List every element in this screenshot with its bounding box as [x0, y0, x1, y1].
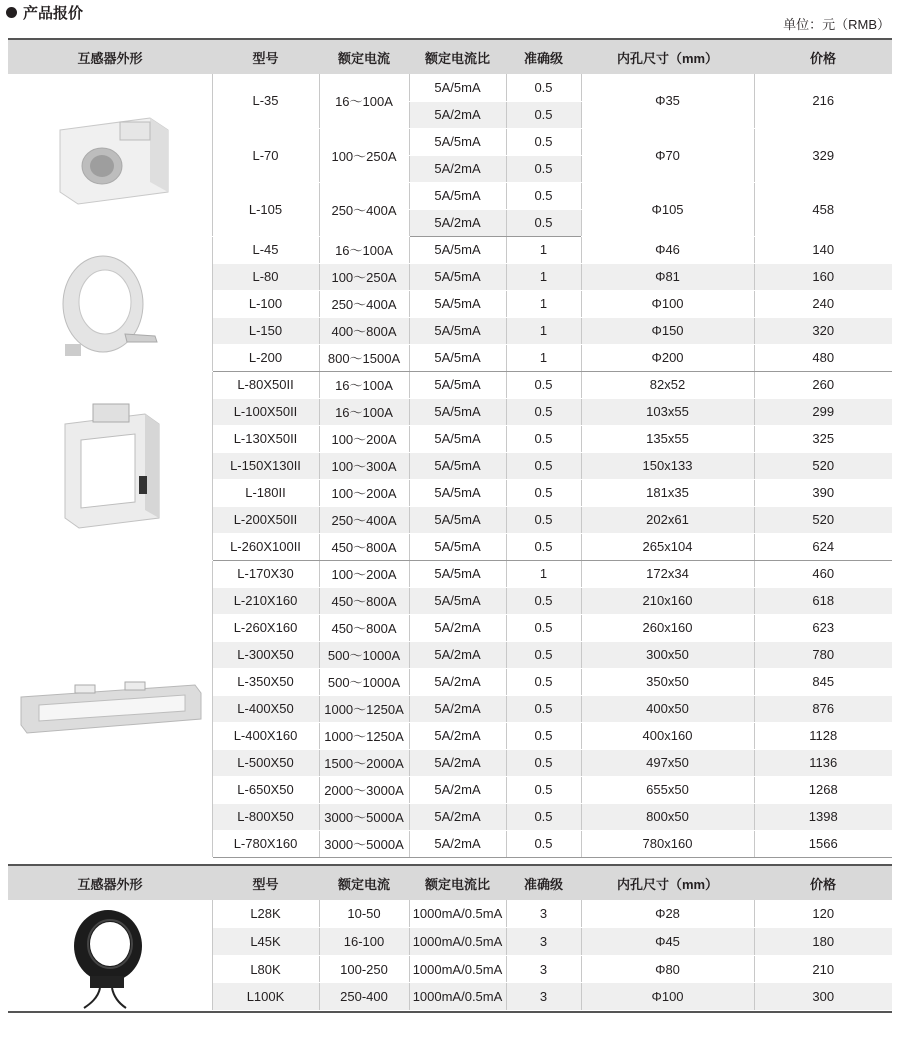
- accuracy-cell: 0.5: [506, 101, 581, 128]
- current-cell: 250～400A: [319, 290, 409, 317]
- current-cell: 400～800A: [319, 317, 409, 344]
- hole-cell: 300x50: [581, 641, 754, 668]
- accuracy-cell: 0.5: [506, 641, 581, 668]
- ratio-cell: 5A/2mA: [409, 749, 506, 776]
- current-cell: 100～200A: [319, 479, 409, 506]
- hole-cell: 181x35: [581, 479, 754, 506]
- hole-cell: 655x50: [581, 776, 754, 803]
- model-cell: L45K: [212, 928, 319, 956]
- model-cell: L-400X50: [212, 695, 319, 722]
- ratio-cell: 5A/5mA: [409, 290, 506, 317]
- ratio-cell: 5A/2mA: [409, 668, 506, 695]
- hole-cell: Φ100: [581, 983, 754, 1011]
- ratio-cell: 5A/5mA: [409, 506, 506, 533]
- price-cell: 1128: [754, 722, 892, 749]
- price-cell: 299: [754, 398, 892, 425]
- hole-cell: Φ105: [581, 182, 754, 236]
- model-cell: L-80X50II: [212, 371, 319, 398]
- header-hole: 内孔尺寸（mm）: [581, 865, 754, 900]
- shape-image-ring: [8, 236, 212, 371]
- accuracy-cell: 0.5: [506, 803, 581, 830]
- current-cell: 800～1500A: [319, 344, 409, 371]
- ratio-cell: 5A/5mA: [409, 128, 506, 155]
- hole-cell: Φ28: [581, 900, 754, 928]
- current-cell: 16～100A: [319, 74, 409, 128]
- ratio-cell: 5A/5mA: [409, 479, 506, 506]
- model-cell: L-100: [212, 290, 319, 317]
- model-cell: L-35: [212, 74, 319, 128]
- price-cell: 624: [754, 533, 892, 560]
- accuracy-cell: 0.5: [506, 587, 581, 614]
- accuracy-cell: 3: [506, 983, 581, 1011]
- accuracy-cell: 0.5: [506, 479, 581, 506]
- hole-cell: Φ70: [581, 128, 754, 182]
- ratio-cell: 5A/5mA: [409, 587, 506, 614]
- current-cell: 500～1000A: [319, 641, 409, 668]
- accuracy-cell: 0.5: [506, 398, 581, 425]
- hole-cell: 497x50: [581, 749, 754, 776]
- model-cell: L-70: [212, 128, 319, 182]
- ratio-cell: 5A/5mA: [409, 452, 506, 479]
- table-header-row: [8, 39, 892, 74]
- table-row: [8, 560, 892, 587]
- accuracy-cell: 0.5: [506, 182, 581, 209]
- shape-image-block-picture: [8, 100, 212, 210]
- ratio-cell: 5A/2mA: [409, 155, 506, 182]
- price-cell: 1566: [754, 830, 892, 857]
- hole-cell: 202x61: [581, 506, 754, 533]
- accuracy-cell: 1: [506, 317, 581, 344]
- accuracy-cell: 0.5: [506, 614, 581, 641]
- price-cell: 216: [754, 74, 892, 128]
- shape-image-k: [8, 900, 212, 1011]
- shape-image-frame-picture: [8, 396, 212, 536]
- model-cell: L-200: [212, 344, 319, 371]
- current-cell: 16～100A: [319, 398, 409, 425]
- accuracy-cell: 3: [506, 928, 581, 956]
- current-cell: 2000～3000A: [319, 776, 409, 803]
- price-cell: 458: [754, 182, 892, 236]
- ratio-cell: 5A/2mA: [409, 776, 506, 803]
- price-cell: 210: [754, 955, 892, 983]
- table-header-row: [8, 865, 892, 900]
- ratio-cell: 1000mA/0.5mA: [409, 983, 506, 1011]
- accuracy-cell: 0.5: [506, 749, 581, 776]
- header-current: 额定电流: [319, 39, 409, 74]
- hole-cell: 260x160: [581, 614, 754, 641]
- price-cell: 520: [754, 452, 892, 479]
- accuracy-cell: 1: [506, 263, 581, 290]
- hole-cell: 265x104: [581, 533, 754, 560]
- accuracy-cell: 0.5: [506, 695, 581, 722]
- model-cell: L-130X50II: [212, 425, 319, 452]
- accuracy-cell: 0.5: [506, 371, 581, 398]
- price-cell: 618: [754, 587, 892, 614]
- model-cell: L-500X50: [212, 749, 319, 776]
- hole-cell: Φ80: [581, 955, 754, 983]
- current-cell: 450～800A: [319, 587, 409, 614]
- current-cell: 16～100A: [319, 371, 409, 398]
- current-cell: 3000～5000A: [319, 830, 409, 857]
- price-cell: 460: [754, 560, 892, 587]
- shape-image-frame: [8, 371, 212, 560]
- table-row: [8, 900, 892, 928]
- model-cell: L-260X100II: [212, 533, 319, 560]
- shape-image-long-picture: [8, 679, 212, 739]
- current-cell: 100-250: [319, 955, 409, 983]
- hole-cell: 150x133: [581, 452, 754, 479]
- shape-image-long: [8, 560, 212, 857]
- hole-cell: 82x52: [581, 371, 754, 398]
- hole-cell: 210x160: [581, 587, 754, 614]
- model-cell: L-260X160: [212, 614, 319, 641]
- shape-image-ring-picture: [8, 244, 212, 364]
- model-cell: L80K: [212, 955, 319, 983]
- model-cell: L-105: [212, 182, 319, 236]
- model-cell: L-100X50II: [212, 398, 319, 425]
- accuracy-cell: 0.5: [506, 425, 581, 452]
- hole-cell: 400x50: [581, 695, 754, 722]
- model-cell: L-200X50II: [212, 506, 319, 533]
- price-cell: 1398: [754, 803, 892, 830]
- accuracy-cell: 0.5: [506, 533, 581, 560]
- price-cell: 140: [754, 236, 892, 263]
- ratio-cell: 5A/5mA: [409, 371, 506, 398]
- current-cell: 450～800A: [319, 614, 409, 641]
- current-cell: 250～400A: [319, 506, 409, 533]
- ratio-cell: 1000mA/0.5mA: [409, 900, 506, 928]
- price-table-main: [8, 38, 892, 858]
- ratio-cell: 5A/2mA: [409, 722, 506, 749]
- model-cell: L-80: [212, 263, 319, 290]
- hole-cell: 400x160: [581, 722, 754, 749]
- ratio-cell: 1000mA/0.5mA: [409, 928, 506, 956]
- price-cell: 160: [754, 263, 892, 290]
- table-row: [8, 74, 892, 101]
- hole-cell: 800x50: [581, 803, 754, 830]
- accuracy-cell: 0.5: [506, 74, 581, 101]
- ratio-cell: 5A/2mA: [409, 209, 506, 236]
- ratio-cell: 5A/2mA: [409, 614, 506, 641]
- price-cell: 520: [754, 506, 892, 533]
- price-table-k-series: [8, 864, 892, 1011]
- ratio-cell: 5A/5mA: [409, 236, 506, 263]
- shape-image-k-picture: [8, 900, 212, 1010]
- price-cell: 876: [754, 695, 892, 722]
- price-cell: 390: [754, 479, 892, 506]
- hole-cell: Φ46: [581, 236, 754, 263]
- accuracy-cell: 1: [506, 236, 581, 263]
- current-cell: 100～200A: [319, 425, 409, 452]
- accuracy-cell: 3: [506, 900, 581, 928]
- header-model: 型号: [212, 865, 319, 900]
- model-cell: L100K: [212, 983, 319, 1011]
- ratio-cell: 5A/2mA: [409, 101, 506, 128]
- ratio-cell: 5A/5mA: [409, 344, 506, 371]
- accuracy-cell: 0.5: [506, 776, 581, 803]
- hole-cell: Φ81: [581, 263, 754, 290]
- ratio-cell: 5A/5mA: [409, 263, 506, 290]
- accuracy-cell: 0.5: [506, 209, 581, 236]
- section-heading-text: 产品报价: [23, 5, 84, 22]
- ratio-cell: 5A/5mA: [409, 425, 506, 452]
- accuracy-cell: 1: [506, 560, 581, 587]
- accuracy-cell: 1: [506, 290, 581, 317]
- current-cell: 100～200A: [319, 560, 409, 587]
- accuracy-cell: 0.5: [506, 506, 581, 533]
- header-ratio: 额定电流比: [409, 39, 506, 74]
- current-cell: 10-50: [319, 900, 409, 928]
- bullet-icon: [6, 7, 17, 18]
- model-cell: L-800X50: [212, 803, 319, 830]
- model-cell: L-150: [212, 317, 319, 344]
- model-cell: L-180II: [212, 479, 319, 506]
- ratio-cell: 5A/5mA: [409, 398, 506, 425]
- current-cell: 500～1000A: [319, 668, 409, 695]
- accuracy-cell: 0.5: [506, 722, 581, 749]
- hole-cell: Φ200: [581, 344, 754, 371]
- price-cell: 320: [754, 317, 892, 344]
- header-hole: 内孔尺寸（mm）: [581, 39, 754, 74]
- hole-cell: 350x50: [581, 668, 754, 695]
- accuracy-cell: 0.5: [506, 155, 581, 182]
- header-price: 价格: [754, 865, 892, 900]
- table-row: [8, 236, 892, 263]
- current-cell: 16-100: [319, 928, 409, 956]
- price-cell: 120: [754, 900, 892, 928]
- ratio-cell: 5A/2mA: [409, 695, 506, 722]
- accuracy-cell: 0.5: [506, 830, 581, 857]
- accuracy-cell: 0.5: [506, 668, 581, 695]
- bottom-rule: [8, 1011, 892, 1013]
- price-cell: 1136: [754, 749, 892, 776]
- price-cell: 1268: [754, 776, 892, 803]
- ratio-cell: 1000mA/0.5mA: [409, 955, 506, 983]
- table-row: [8, 371, 892, 398]
- model-cell: L-350X50: [212, 668, 319, 695]
- current-cell: 1000～1250A: [319, 722, 409, 749]
- accuracy-cell: 0.5: [506, 452, 581, 479]
- current-cell: 250-400: [319, 983, 409, 1011]
- model-cell: L-400X160: [212, 722, 319, 749]
- current-cell: 1000～1250A: [319, 695, 409, 722]
- price-cell: 240: [754, 290, 892, 317]
- ratio-cell: 5A/2mA: [409, 803, 506, 830]
- ratio-cell: 5A/2mA: [409, 830, 506, 857]
- model-cell: L-170X30: [212, 560, 319, 587]
- model-cell: L-45: [212, 236, 319, 263]
- price-cell: 780: [754, 641, 892, 668]
- price-cell: 623: [754, 614, 892, 641]
- header-ratio: 额定电流比: [409, 865, 506, 900]
- current-cell: 100～250A: [319, 128, 409, 182]
- ratio-cell: 5A/5mA: [409, 560, 506, 587]
- model-cell: L-150X130II: [212, 452, 319, 479]
- hole-cell: Φ100: [581, 290, 754, 317]
- current-cell: 1500～2000A: [319, 749, 409, 776]
- ratio-cell: 5A/5mA: [409, 533, 506, 560]
- unit-label: 单位：元（RMB）: [783, 17, 890, 32]
- model-cell: L-780X160: [212, 830, 319, 857]
- model-cell: L-300X50: [212, 641, 319, 668]
- price-cell: 480: [754, 344, 892, 371]
- header-price: 价格: [754, 39, 892, 74]
- accuracy-cell: 1: [506, 344, 581, 371]
- accuracy-cell: 3: [506, 955, 581, 983]
- model-cell: L28K: [212, 900, 319, 928]
- current-cell: 3000～5000A: [319, 803, 409, 830]
- price-cell: 300: [754, 983, 892, 1011]
- header-model: 型号: [212, 39, 319, 74]
- hole-cell: 103x55: [581, 398, 754, 425]
- ratio-cell: 5A/5mA: [409, 317, 506, 344]
- ratio-cell: 5A/2mA: [409, 641, 506, 668]
- current-cell: 450～800A: [319, 533, 409, 560]
- ratio-cell: 5A/5mA: [409, 74, 506, 101]
- model-cell: L-210X160: [212, 587, 319, 614]
- ratio-cell: 5A/5mA: [409, 182, 506, 209]
- accuracy-cell: 0.5: [506, 128, 581, 155]
- header-shape: 互感器外形: [8, 865, 212, 900]
- current-cell: 250～400A: [319, 182, 409, 236]
- hole-cell: Φ45: [581, 928, 754, 956]
- section-heading: [6, 2, 83, 23]
- hole-cell: Φ150: [581, 317, 754, 344]
- hole-cell: Φ35: [581, 74, 754, 128]
- current-cell: 100～300A: [319, 452, 409, 479]
- header-accuracy: 准确级: [506, 865, 581, 900]
- header-current: 额定电流: [319, 865, 409, 900]
- price-cell: 325: [754, 425, 892, 452]
- price-cell: 329: [754, 128, 892, 182]
- price-cell: 260: [754, 371, 892, 398]
- hole-cell: 780x160: [581, 830, 754, 857]
- hole-cell: 135x55: [581, 425, 754, 452]
- hole-cell: 172x34: [581, 560, 754, 587]
- header-shape: 互感器外形: [8, 39, 212, 74]
- current-cell: 16～100A: [319, 236, 409, 263]
- price-cell: 180: [754, 928, 892, 956]
- shape-image-block: [8, 74, 212, 236]
- price-cell: 845: [754, 668, 892, 695]
- model-cell: L-650X50: [212, 776, 319, 803]
- current-cell: 100～250A: [319, 263, 409, 290]
- header-accuracy: 准确级: [506, 39, 581, 74]
